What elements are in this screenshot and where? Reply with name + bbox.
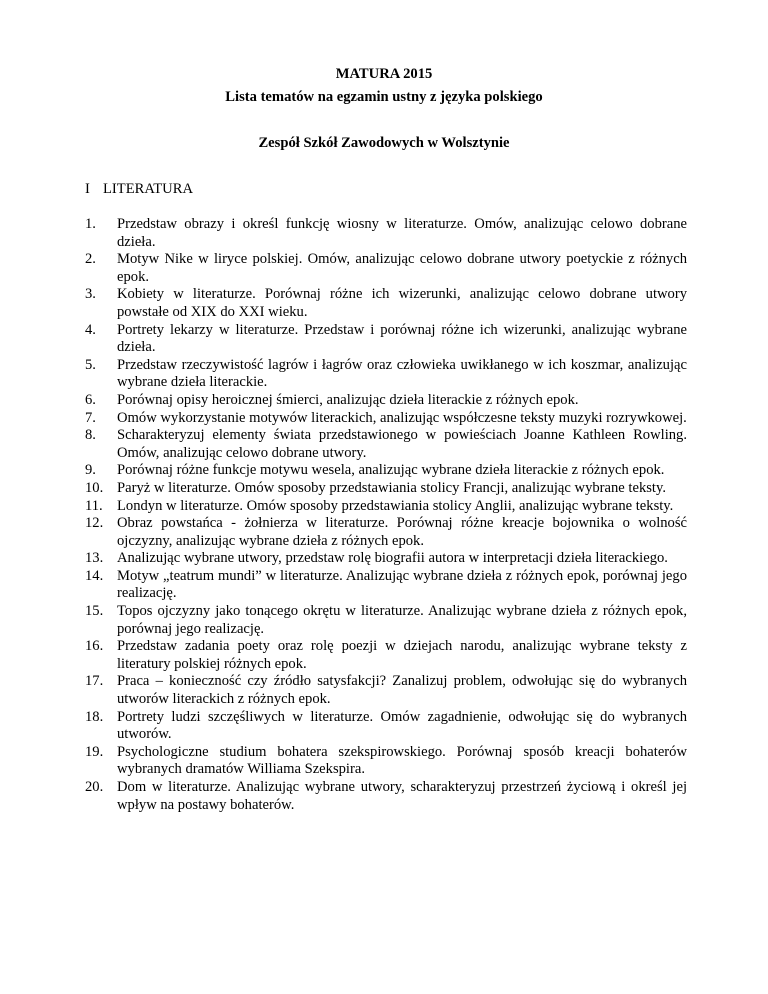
list-item [85, 779, 687, 814]
list-item [85, 392, 687, 410]
topic-text: Londyn w literaturze. Omów sposoby przedstawiania stolicy Anglii, analizując wybrane teksty. [117, 497, 674, 514]
topic-number: 20. [85, 779, 104, 795]
topic-number: 14. [85, 567, 104, 584]
school-name: Zespół Szkół Zawodowych w Wolsztynie [258, 135, 510, 151]
list-item [85, 216, 687, 251]
topic-number: 4. [85, 321, 96, 338]
list-item [85, 515, 687, 550]
list-item [85, 568, 687, 603]
topic-number: 7. [85, 409, 96, 426]
topic-number: 8. [85, 427, 96, 444]
topic-number: 11. [85, 497, 103, 514]
section-title: LITERATURA [103, 181, 193, 197]
topic-text: Paryż w literaturze. Omów sposoby przedstawiania stolicy Francji, analizując wybrane teksty. [117, 479, 666, 496]
list-item [85, 673, 687, 708]
list-item [85, 603, 687, 638]
list-item [85, 410, 687, 428]
topic-text: Scharakteryzuj elementy świata przedstawionego w powieściach Joanne Kathleen Rowling. Omów, analizując celowo dobrane utwory. [117, 427, 687, 461]
topic-number: 17. [85, 673, 104, 690]
list-item [85, 709, 687, 744]
topic-text: Psychologiczne studium bohatera szekspirowskiego. Porównaj sposób kreacji bohaterów wybranych dramatów Williama Szekspira. [117, 743, 687, 778]
list-item [85, 744, 687, 779]
topic-text: Portrety lekarzy w literaturze. Przedstaw i porównaj różne ich wizerunki, analizując wybrane dzieła. [117, 321, 687, 356]
topic-text: Porównaj opisy heroicznej śmierci, analizując dzieła literackie z różnych epok. [117, 391, 579, 408]
list-item [85, 251, 687, 286]
topic-text: Porównaj różne funkcje motywu wesela, analizując wybrane dzieła literackie z różnych epok. [117, 462, 665, 479]
topic-number: 2. [85, 251, 96, 268]
topic-text: Omów wykorzystanie motywów literackich, analizując współczesne teksty muzyki rozrywkowej. [117, 409, 687, 426]
list-item [85, 462, 687, 480]
document-subtitle: Lista tematów na egzamin ustny z języka polskiego [225, 89, 543, 105]
topic-text: Motyw „teatrum mundi” w literaturze. Analizując wybrane dzieła z różnych epok, porównaj jego realizację. [117, 567, 687, 602]
topic-number: 3. [85, 286, 96, 303]
topic-text: Analizując wybrane utwory, przedstaw rolę biografii autora w interpretacji dzieła literackiego. [117, 550, 668, 567]
topic-text: Portrety ludzi szczęśliwych w literaturze. Omów zagadnienie, odwołując się do wybranych utworów. [117, 708, 687, 743]
section-heading [85, 180, 193, 198]
list-item [85, 550, 687, 568]
section-number: I [85, 181, 90, 197]
topic-list [85, 216, 687, 814]
topic-number: 6. [85, 391, 96, 408]
topic-number: 10. [85, 479, 104, 496]
list-item [85, 638, 687, 673]
topic-text: Kobiety w literaturze. Porównaj różne ich wizerunki, analizując celowo dobrane utwory powstałe od XIX do XXI wieku. [117, 286, 687, 320]
list-item [85, 357, 687, 392]
topic-text: Topos ojczyzny jako tonącego okrętu w literaturze. Analizując wybrane dzieła z różnych epok, porównaj jego realizację. [117, 603, 687, 637]
topic-number: 13. [85, 550, 104, 567]
topic-text: Motyw Nike w liryce polskiej. Omów, analizując celowo dobrane utwory poetyckie z różnych epok. [117, 251, 687, 285]
topic-number: 19. [85, 743, 104, 760]
topic-number: 16. [85, 638, 104, 655]
list-item [85, 322, 687, 357]
topic-number: 12. [85, 515, 104, 532]
topic-text: Przedstaw obrazy i określ funkcję wiosny w literaturze. Omów, analizując celowo dobrane dzieła. [117, 216, 687, 250]
topic-number: 15. [85, 603, 104, 620]
document-title: MATURA 2015 [335, 66, 433, 82]
topic-text: Przedstaw rzeczywistość lagrów i łagrów oraz człowieka uwikłanego w ich koszmar, analizując wybrane dzieła literackie. [117, 356, 687, 391]
list-item [85, 480, 687, 498]
topic-number: 18. [85, 708, 104, 725]
list-item [85, 498, 687, 516]
topic-text: Obraz powstańca - żołnierza w literaturze. Porównaj różne kreacje bojownika o wolność ojczyzny, analizując wybrane dzieła z różnych epok. [117, 515, 687, 549]
topic-number: 1. [85, 216, 96, 232]
topic-number: 5. [85, 356, 96, 373]
topic-text: Praca – konieczność czy źródło satysfakcji? Zanalizuj problem, odwołując się do wybranych utworów literackich z różnych epok. [117, 673, 687, 708]
topic-text: Przedstaw zadania poety oraz rolę poezji w dziejach narodu, analizując wybrane teksty z literatury polskiej różnych epok. [117, 638, 687, 672]
topic-text: Dom w literaturze. Analizując wybrane utwory, scharakteryzuj przestrzeń życiową i określ jej wpływ na postawy bohaterów. [117, 779, 687, 813]
topic-number: 9. [85, 462, 96, 479]
list-item [85, 286, 687, 321]
list-item [85, 427, 687, 462]
